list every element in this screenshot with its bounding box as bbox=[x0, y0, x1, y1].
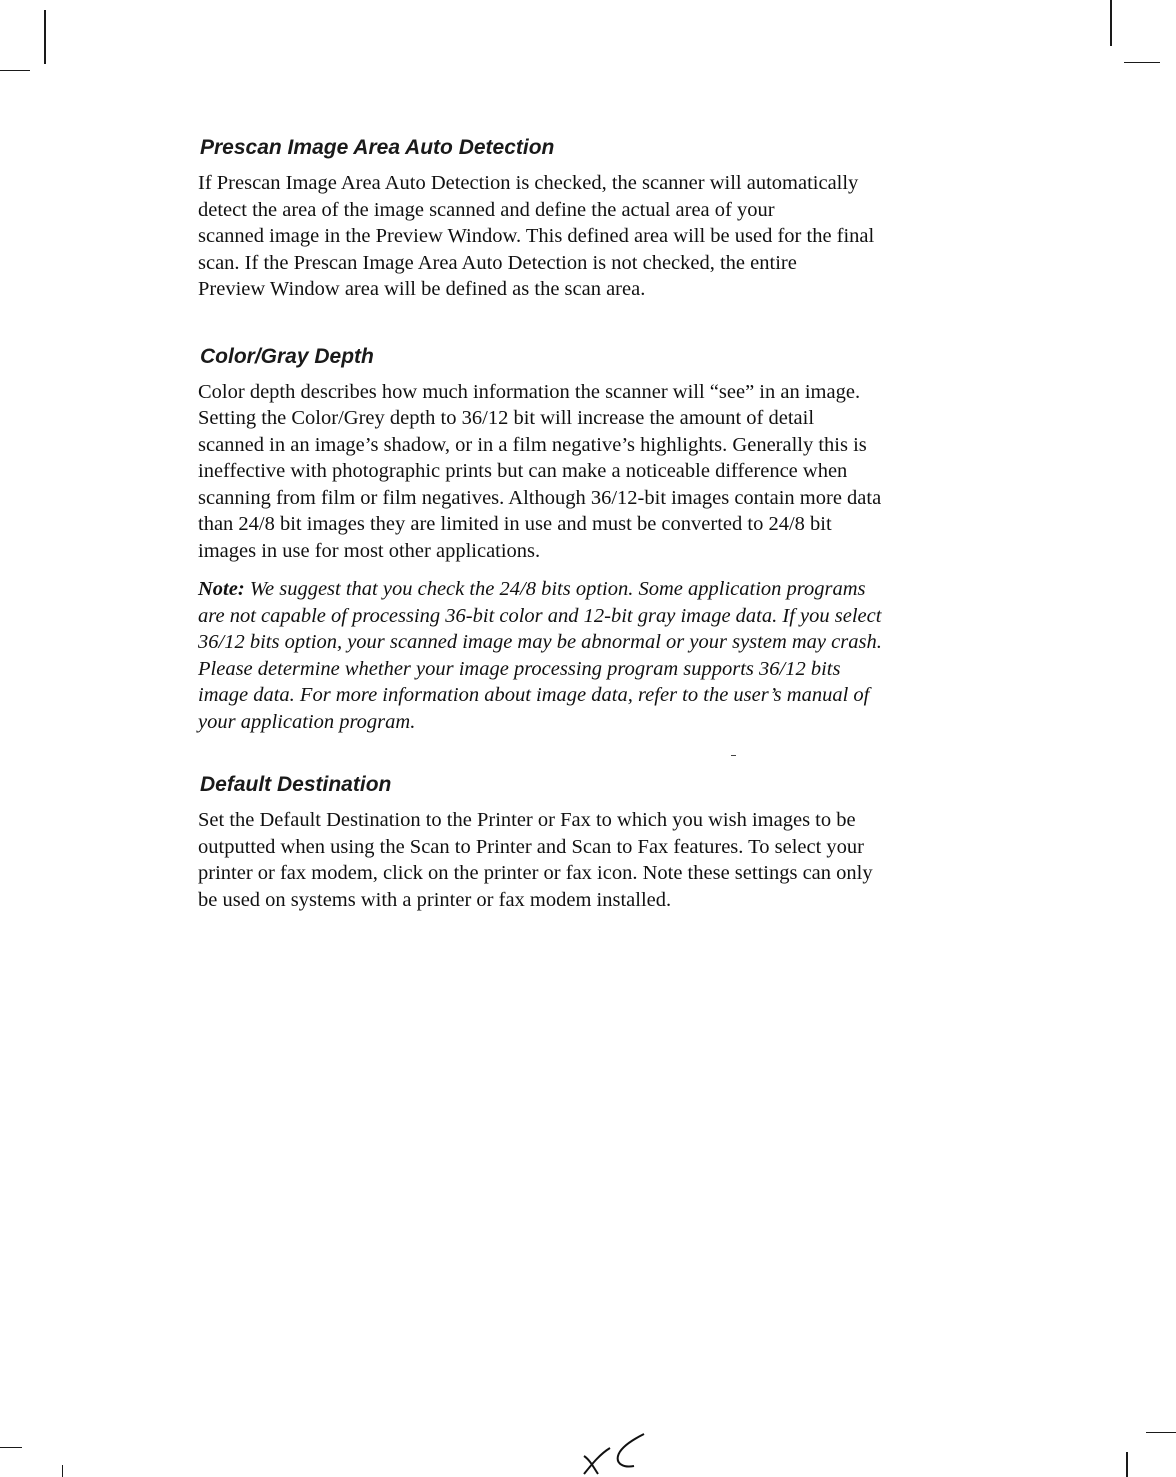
text-line: than 24/8 bit images they are limited in use and must be converted to 24/8 bit bbox=[198, 513, 832, 535]
crop-mark-top-right-vertical bbox=[1110, 0, 1112, 46]
text-line: images in use for most other applications. bbox=[198, 539, 541, 562]
section-default-destination bbox=[198, 771, 978, 913]
crop-mark-bottom-left-vertical bbox=[62, 1465, 63, 1477]
note-label: Note: bbox=[198, 578, 245, 600]
text-line: Please determine whether your image processing program supports 36/12 bits bbox=[198, 657, 841, 680]
text-line: ineffective with photographic prints but can make a noticeable difference when bbox=[198, 460, 848, 482]
text-line: detect the area of the image scanned and define the actual area of your bbox=[198, 198, 775, 221]
text-line: scanned image in the Preview Window. This defined area will be used for the final bbox=[198, 225, 875, 247]
section-heading: Default Destination bbox=[200, 773, 392, 796]
section-heading: Prescan Image Area Auto Detection bbox=[200, 136, 555, 159]
section-body bbox=[198, 807, 978, 913]
text-line: are not capable of processing 36-bit color and 12-bit gray image data. If you select bbox=[198, 604, 882, 627]
section-prescan-auto-detection bbox=[198, 134, 978, 303]
text-line: Color depth describes how much information the scanner will “see” in an image. bbox=[198, 380, 861, 403]
text-line: Setting the Color/Grey depth to 36/12 bit will increase the amount of detail bbox=[198, 407, 815, 429]
text-line: scan. If the Prescan Image Area Auto Detection is not checked, the entire bbox=[198, 251, 797, 274]
text-line: image data. For more information about image data, refer to the user’s manual of bbox=[198, 684, 870, 706]
text-line: your application program. bbox=[198, 710, 416, 733]
text-line: Set the Default Destination to the Printer or Fax to which you wish images to be bbox=[198, 809, 856, 831]
text-line: outputted when using the Scan to Printer and Scan to Fax features. To select your bbox=[198, 835, 864, 858]
crop-mark-bottom-right-vertical bbox=[1126, 1452, 1128, 1477]
note-block bbox=[198, 576, 978, 735]
text-line: Preview Window area will be defined as the scan area. bbox=[198, 278, 646, 300]
text-line: 36/12 bits option, your scanned image may be abnormal or your system may crash. bbox=[198, 631, 882, 653]
crop-mark-bottom-right-horizontal bbox=[1146, 1432, 1176, 1433]
text-line: scanned in an image’s shadow, or in a film negative’s highlights. Generally this is bbox=[198, 433, 867, 456]
section-heading: Color/Gray Depth bbox=[200, 344, 374, 368]
text-line: printer or fax modem, click on the printer or fax icon. Note these settings can only bbox=[198, 862, 873, 884]
text-line: be used on systems with a printer or fax modem installed. bbox=[198, 888, 672, 911]
text-line: If Prescan Image Area Auto Detection is checked, the scanner will automatically bbox=[198, 172, 859, 194]
handwritten-mark bbox=[580, 1430, 650, 1476]
section-body bbox=[198, 170, 978, 303]
crop-mark-top-left-vertical bbox=[44, 10, 46, 64]
section-body bbox=[198, 379, 978, 565]
crop-mark-top-left-horizontal bbox=[0, 70, 30, 71]
crop-mark-bottom-left-horizontal bbox=[0, 1447, 22, 1448]
section-color-gray-depth bbox=[198, 343, 978, 736]
crop-mark-top-right-horizontal bbox=[1124, 62, 1160, 63]
note-first-line bbox=[198, 576, 978, 603]
text-line: scanning from film or film negatives. Although 36/12-bit images contain more data bbox=[198, 486, 882, 509]
text-line: We suggest that you check the 24/8 bits option. Some application programs bbox=[249, 578, 866, 600]
document-content bbox=[198, 134, 978, 913]
